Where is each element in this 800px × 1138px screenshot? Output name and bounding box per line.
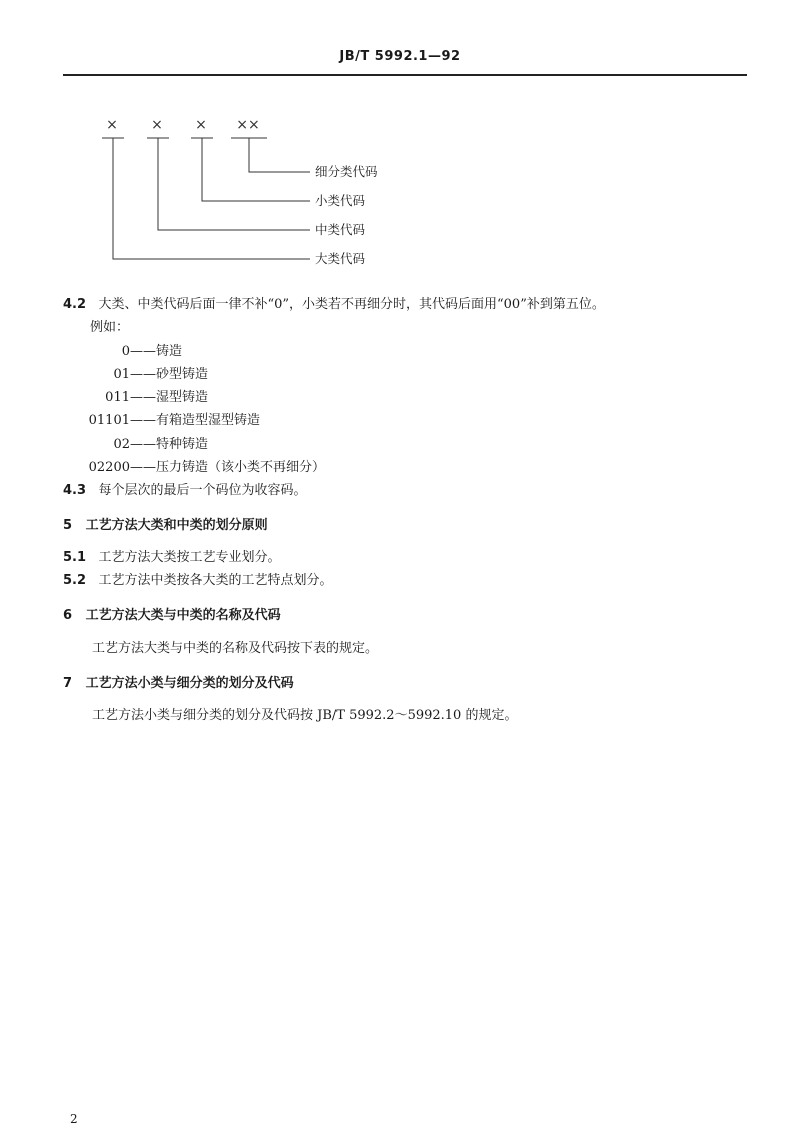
example-code: 011 (105, 390, 130, 405)
example-row (78, 367, 208, 383)
example-name: 铸造 (156, 344, 183, 359)
example-code: 02200 (88, 460, 130, 475)
example-name: 砂型铸造 (156, 367, 209, 382)
label-sub-class-code: 细分类代码 (315, 164, 378, 179)
example-name: 压力铸造（该小类不再细分） (156, 460, 326, 475)
example-dash: —— (130, 390, 156, 405)
header-rule (63, 74, 747, 76)
clause-number: 5.1 (63, 550, 87, 565)
mark-middle: × (151, 117, 163, 133)
section-5-heading (63, 518, 268, 534)
clause-4-2 (63, 297, 605, 313)
example-row (78, 437, 208, 453)
section-title: 工艺方法大类和中类的划分原则 (85, 518, 268, 533)
mark-sub: ×× (236, 117, 260, 133)
clause-number: 4.2 (63, 297, 87, 312)
connector-major (113, 138, 310, 259)
example-name: 有箱造型湿型铸造 (156, 413, 261, 428)
connector-sub (249, 138, 310, 172)
example-dash: —— (130, 344, 156, 359)
connector-minor (202, 138, 310, 201)
mark-minor: × (195, 117, 207, 133)
clause-5-1 (63, 550, 280, 566)
example-code: 01 (113, 367, 130, 382)
example-dash: —— (130, 413, 156, 428)
clause-4-3 (63, 483, 306, 499)
example-row (78, 344, 182, 360)
section-number: 7 (63, 676, 73, 691)
example-dash: —— (130, 367, 156, 382)
example-row (78, 413, 260, 429)
clause-5-2 (63, 573, 332, 589)
clause-text: 工艺方法中类按各大类的工艺特点划分。 (98, 573, 333, 588)
page-number: 2 (70, 1112, 78, 1126)
section-7-heading (63, 676, 294, 692)
section-6-text: 工艺方法大类与中类的名称及代码按下表的规定。 (92, 641, 379, 656)
example-name: 湿型铸造 (156, 390, 209, 405)
example-code: 02 (113, 437, 130, 452)
clause-number: 4.3 (63, 483, 87, 498)
example-dash: —— (130, 437, 156, 452)
label-minor-class-code: 小类代码 (315, 193, 366, 208)
code-structure-diagram (100, 112, 420, 272)
clause-text: 工艺方法大类按工艺专业划分。 (98, 550, 281, 565)
section-7-text: 工艺方法小类与细分类的划分及代码按 JB/T 5992.2～5992.10 的规定。 (92, 708, 518, 723)
section-number: 6 (63, 608, 73, 623)
clause-number: 5.2 (63, 573, 87, 588)
label-middle-class-code: 中类代码 (315, 222, 366, 237)
section-title: 工艺方法小类与细分类的划分及代码 (85, 676, 294, 691)
section-6-heading (63, 608, 281, 624)
mark-major: × (106, 117, 118, 133)
example-name: 特种铸造 (156, 437, 209, 452)
example-code: 01101 (88, 413, 130, 428)
connector-middle (158, 138, 310, 230)
label-major-class-code: 大类代码 (315, 251, 366, 266)
example-code: 0 (121, 344, 130, 359)
section-title: 工艺方法大类与中类的名称及代码 (85, 608, 281, 623)
clause-text: 大类、中类代码后面一律不补“0”，小类若不再细分时，其代码后面用“00”补到第五位。 (98, 297, 605, 312)
document-header: JB/T 5992.1—92 (339, 49, 461, 64)
example-row (78, 390, 208, 406)
example-dash: —— (130, 460, 156, 475)
clause-text: 每个层次的最后一个码位为收容码。 (98, 483, 307, 498)
example-intro: 例如： (90, 320, 130, 335)
example-row (78, 460, 325, 476)
section-number: 5 (63, 518, 73, 533)
